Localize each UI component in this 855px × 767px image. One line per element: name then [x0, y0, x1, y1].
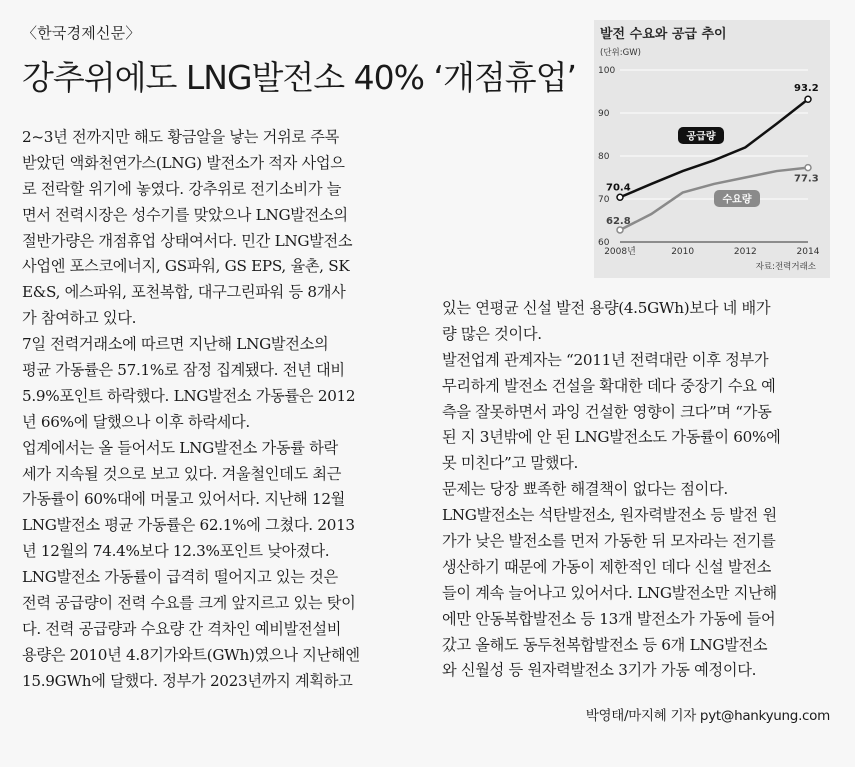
- series-label-supply: 공급량: [686, 131, 716, 143]
- article-line: 에만 안동복합발전소 등 13개 발전소가 가동에 들어: [442, 609, 776, 628]
- article-line: 용량은 2010년 4.8기가와트(GWh)였으나 지난해엔: [22, 645, 360, 664]
- chart-title: 발전 수요와 공급 추이: [600, 27, 727, 42]
- article-line: 가 참여하고 있다.: [22, 309, 137, 328]
- article-line: 있는 연평균 신설 발전 용량(4.5GWh)보다 네 배가: [442, 299, 771, 317]
- article-line: 업계에서는 올 들어서도 LNG발전소 가동률 하락: [22, 438, 338, 457]
- article-line: 15.9GWh에 달했다. 정부가 2023년까지 계획하고: [22, 671, 353, 690]
- article-line: 된 지 3년밖에 안 된 LNG발전소도 가동률이 60%에: [442, 428, 781, 447]
- article-line: 사업엔 포스코에너지, GS파워, GS EPS, 율촌, SK: [22, 257, 350, 276]
- article-line: 못 미친다”고 말했다.: [442, 454, 579, 473]
- data-point: [805, 165, 811, 171]
- newspaper-source: 〈한국경제신문〉: [22, 24, 141, 42]
- data-label: 77.3: [794, 173, 819, 185]
- y-tick-label: 90: [598, 109, 610, 119]
- article-line: 가동률이 60%대에 머물고 있어서다. 지난해 12월: [22, 490, 346, 509]
- chart-unit-label: (단위:GW): [600, 48, 641, 58]
- article-line: E&S, 에스파워, 포천복합, 대구그린파워 등 8개사: [22, 283, 346, 302]
- x-tick-label: 2008년: [604, 247, 636, 257]
- article-line: 세가 지속될 것으로 보고 있다. 겨울철인데도 최근: [22, 464, 342, 483]
- article-line: LNG발전소 평균 가동률은 62.1%에 그쳤다. 2013: [22, 516, 355, 535]
- x-tick-label: 2010: [671, 247, 695, 257]
- data-label: 62.8: [606, 215, 631, 227]
- article-line: 전력 공급량이 전력 수요를 크게 앞지르고 있는 탓이: [22, 594, 356, 613]
- reporter-byline: 박영태/마지혜 기자 pyt@hankyung.com: [585, 708, 830, 724]
- y-tick-label: 60: [598, 238, 610, 248]
- article-body-left-column: [22, 125, 360, 695]
- article-headline: 강추위에도 LNG발전소 40% ‘개점휴업’: [22, 58, 576, 97]
- article-line: 년 66%에 달했으나 이후 하락세다.: [22, 412, 250, 431]
- article-line: 들이 계속 늘어나고 있어서다. LNG발전소만 지난해: [442, 583, 777, 602]
- article-line: 무리하게 발전소 건설을 확대한 데다 중장기 수요 예: [442, 376, 776, 395]
- article-line: 문제는 당장 뾰족한 해결책이 없다는 점이다.: [442, 480, 728, 499]
- article-body-right-column: [442, 296, 780, 684]
- supply-demand-chart: [594, 20, 830, 278]
- y-tick-label: 70: [598, 195, 610, 205]
- x-tick-label: 2012: [733, 247, 757, 257]
- article-line: LNG발전소 가동률이 급격히 떨어지고 있는 것은: [22, 568, 338, 587]
- article-line: 다. 전력 공급량과 수요량 간 격차인 예비발전설비: [22, 619, 342, 638]
- article-line: 절반가량은 개점휴업 상태여서다. 민간 LNG발전소: [22, 231, 353, 250]
- article-line: 년 12월의 74.4%보다 12.3%포인트 낮아졌다.: [22, 542, 330, 561]
- article-line: 가가 낮은 발전소를 먼저 가동한 뒤 모자라는 전기를: [442, 532, 776, 551]
- data-label: 93.2: [794, 83, 819, 95]
- chart-source-note: 자료:전력거래소: [755, 262, 816, 272]
- x-tick-label: 2014: [796, 247, 820, 257]
- data-point: [617, 194, 623, 200]
- series-line-supply: [620, 99, 808, 197]
- data-point: [617, 227, 623, 233]
- series-label-demand: 수요량: [722, 194, 752, 206]
- article-line: 로 전락할 위기에 놓였다. 강추위로 전기소비가 늘: [22, 179, 342, 198]
- y-tick-label: 80: [598, 152, 610, 162]
- article-line: 7일 전력거래소에 따르면 지난해 LNG발전소의: [22, 335, 329, 354]
- chart-svg: [594, 20, 830, 278]
- article-line: 2~3년 전까지만 해도 황금알을 낳는 거위로 주목: [22, 128, 339, 146]
- article-line: 갔고 올해도 동두천복합발전소 등 6개 LNG발전소: [442, 635, 768, 654]
- article-line: 측을 잘못하면서 과잉 건설한 영향이 크다”며 “가동: [442, 402, 772, 421]
- y-tick-label: 100: [598, 66, 616, 76]
- data-point: [805, 96, 811, 102]
- article-line: 발전업계 관계자는 “2011년 전력대란 이후 정부가: [442, 350, 769, 369]
- article-line: 면서 전력시장은 성수기를 맞았으나 LNG발전소의: [22, 205, 348, 224]
- article-line: 량 많은 것이다.: [442, 324, 542, 343]
- article-line: LNG발전소는 석탄발전소, 원자력발전소 등 발전 원: [442, 506, 777, 525]
- article-line: 평균 가동률은 57.1%로 잠정 집계됐다. 전년 대비: [22, 361, 345, 380]
- article-line: 받았던 액화천연가스(LNG) 발전소가 적자 사업으: [22, 153, 345, 172]
- article-line: 생산하기 때문에 가동이 제한적인 데다 신설 발전소: [442, 557, 771, 576]
- data-label: 70.4: [606, 182, 631, 194]
- article-line: 5.9%포인트 하락했다. LNG발전소 가동률은 2012: [22, 386, 356, 405]
- article-line: 와 신월성 등 원자력발전소 3기가 가동 예정이다.: [442, 661, 757, 680]
